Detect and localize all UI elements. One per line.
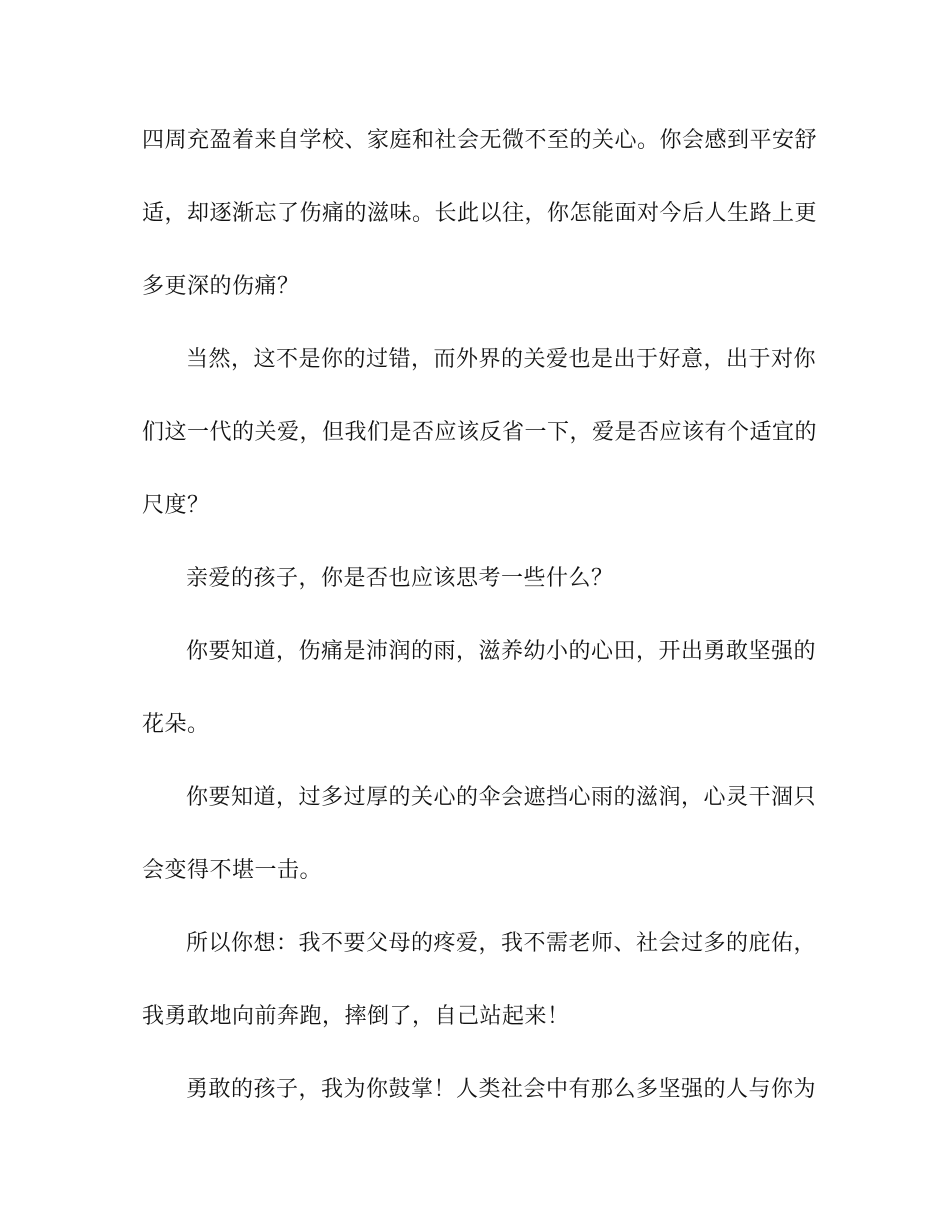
text-line: 适，却逐渐忘了伤痛的滋味。长此以往，你怎能面对今后人生路上更 (142, 201, 818, 226)
paragraph-start: 勇敢的孩子，我为你鼓掌！人类社会中有那么多坚强的人与你为 (186, 1077, 817, 1102)
text-line: 花朵。 (142, 712, 210, 737)
text-line: 四周充盈着来自学校、家庭和社会无微不至的关心。你会感到平安舒 (142, 128, 818, 153)
paragraph-start: 亲爱的孩子，你是否也应该思考一些什么？ (186, 566, 614, 591)
text-line: 多更深的伤痛？ (142, 274, 300, 299)
paragraph-start: 当然，这不是你的过错，而外界的关爱也是出于好意，出于对你 (186, 347, 817, 372)
text-line: 会变得不堪一击。 (142, 858, 323, 883)
text-line: 我勇敢地向前奔跑，摔倒了，自己站起来！ (142, 1004, 570, 1029)
paragraph-start: 你要知道，伤痛是沛润的雨，滋养幼小的心田，开出勇敢坚强的 (186, 639, 817, 664)
text-line: 们这一代的关爱，但我们是否应该反省一下，爱是否应该有个适宜的 (142, 420, 818, 445)
text-line: 尺度？ (142, 493, 210, 518)
paragraph-start: 所以你想：我不要父母的疼爱，我不需老师、社会过多的庇佑， (186, 931, 817, 956)
paragraph-start: 你要知道，过多过厚的关心的伞会遮挡心雨的滋润，心灵干涸只 (186, 785, 817, 810)
